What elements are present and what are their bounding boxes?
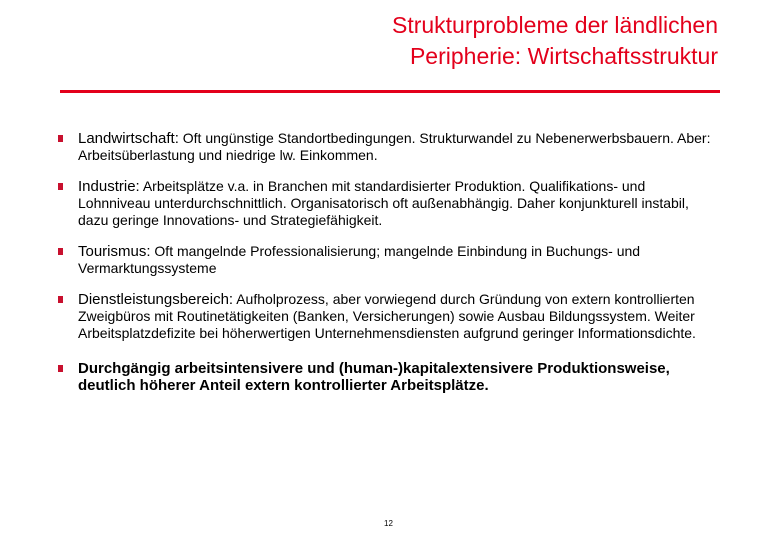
slide-title — [158, 10, 718, 72]
bullet-landwirtschaft — [56, 130, 716, 164]
page-number: 12 — [384, 519, 393, 528]
bullet-text: Aufholprozess, aber vorwiegend durch Gründung von extern kontrollierten Zweigbüros mit Routinetätigkeiten (Banken, Versicherungen) sowie Ausbau Bildungssystem. Weiter Arbeitsplatzdefizite bei höherwertigen Unternehmensdiensten aufgrund geringer Informationsdichte. — [78, 291, 696, 341]
bullet-text: Arbeitsplätze v.a. in Branchen mit standardisierter Produktion. Qualifikations- und Lohnniveau unterdurchschnittlich. Organisatorisch oft außenabhängig. Daher konjunkturell instabil, dazu geringe Innovations- und Strategiefähigkeit. — [78, 178, 689, 228]
bullet-text: Oft mangelnde Professionalisierung; mangelnde Einbindung in Buchungs- und Vermarktungssysteme — [78, 243, 641, 276]
bullet-industrie — [56, 178, 716, 229]
bullet-marker-icon — [58, 248, 63, 255]
bullet-heading: Industrie: — [78, 178, 140, 195]
bullet-heading: Landwirtschaft: — [78, 130, 179, 147]
bullet-text: Oft ungünstige Standortbedingungen. Strukturwandel zu Nebenerwerbsbauern. Aber: Arbeitsüberlastung und niedrige lw. Einkommen. — [78, 130, 711, 163]
bullet-heading: Dienstleistungsbereich: — [78, 291, 234, 308]
bullet-marker-icon — [58, 365, 63, 372]
bullet-marker-icon — [58, 296, 63, 303]
title-divider — [60, 90, 720, 93]
bullet-tourismus — [56, 243, 716, 277]
slide-title-line-2: Peripherie: Wirtschaftsstruktur — [409, 43, 718, 69]
bullet-summary-text: Durchgängig arbeitsintensivere und (human-)kapitalextensivere Produktionsweise, deutlich höherer Anteil extern kontrollierter Arbeitsplätze. — [78, 360, 670, 394]
slide-title-line-1: Strukturprobleme der ländlichen — [391, 12, 718, 38]
bullet-marker-icon — [58, 183, 63, 190]
bullet-heading: Tourismus: — [78, 243, 151, 260]
bullet-marker-icon — [58, 135, 63, 142]
bullet-dienstleistungsbereich — [56, 291, 716, 342]
bullet-list — [56, 130, 716, 408]
bullet-summary — [56, 360, 716, 394]
